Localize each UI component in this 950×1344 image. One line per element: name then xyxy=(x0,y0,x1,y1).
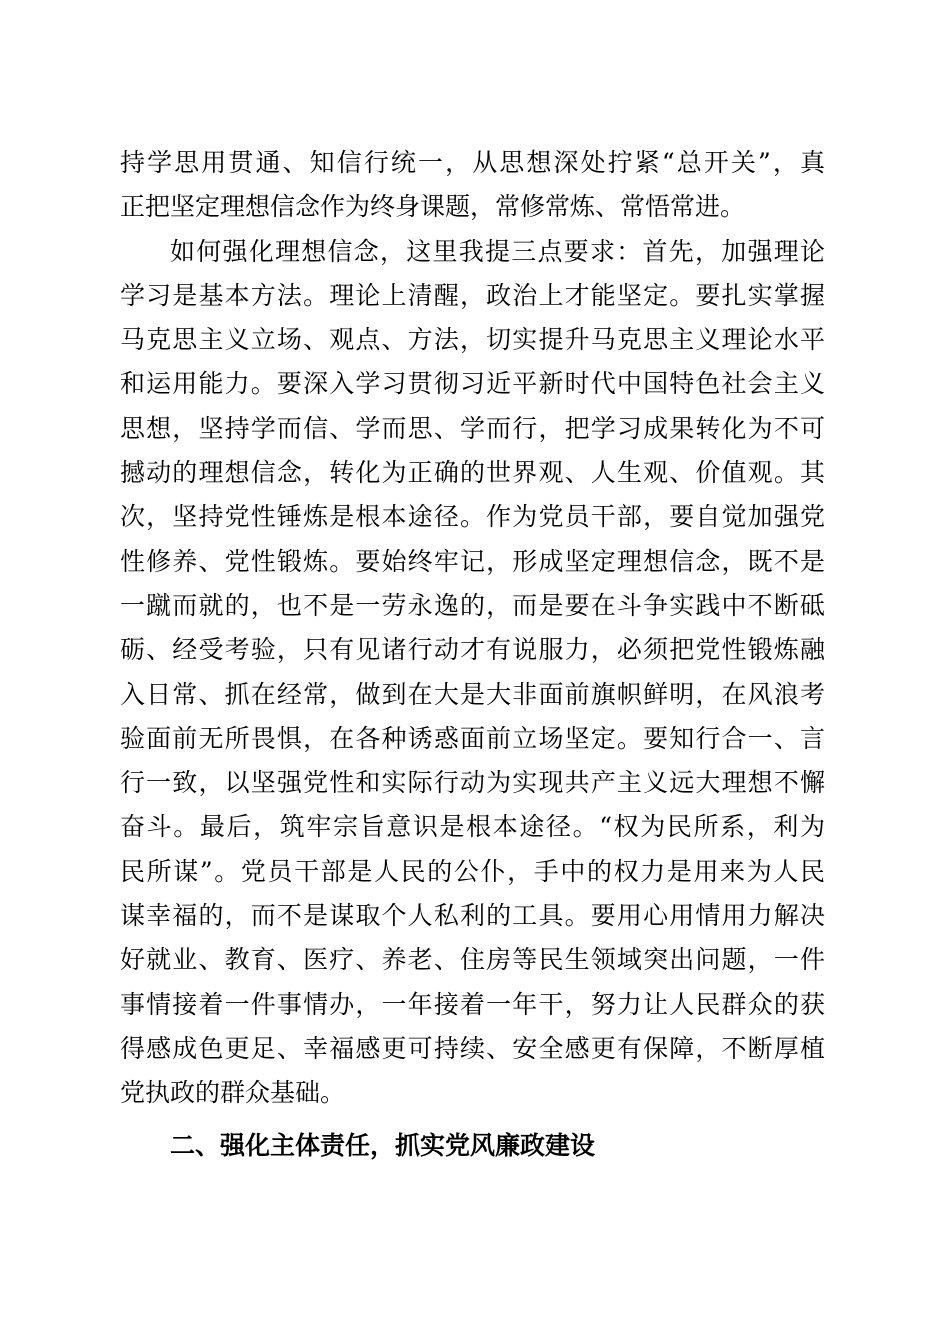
paragraph-line: 和运用能力。要深入学习贯彻习近平新时代中国特色社会主义 xyxy=(120,369,825,399)
section-heading: 二、强化主体责任，抓实党风廉政建设 xyxy=(170,1131,596,1160)
paragraph-line: 一蹴而就的，也不是一劳永逸的，而是要在斗争实践中不断砥 xyxy=(120,590,825,620)
paragraph-line: 验面前无所畏惧，在各种诱惑面前立场坚定。要知行合一、言 xyxy=(120,723,825,753)
paragraph-line: 砺、经受考验，只有见诸行动才有说服力，必须把党性锻炼融 xyxy=(120,635,825,665)
paragraph-line: 学习是基本方法。理论上清醒，政治上才能坚定。要扎实掌握 xyxy=(120,280,825,310)
paragraph-line: 持学思用贯通、知信行统一，从思想深处拧紧“总开关”，真 xyxy=(120,148,825,177)
paragraph-line: 好就业、教育、医疗、养老、住房等民生领域突出问题，一件 xyxy=(120,945,825,975)
paragraph-line: 事情接着一件事情办，一年接着一年干，努力让人民群众的获 xyxy=(120,989,825,1019)
paragraph-line: 谋幸福的，而不是谋取个人私利的工具。要用心用情用力解决 xyxy=(120,901,825,931)
paragraph-line: 次，坚持党性锤炼是根本途径。作为党员干部，要自觉加强党 xyxy=(120,502,825,532)
paragraph-line: 马克思主义立场、观点、方法，切实提升马克思主义理论水平 xyxy=(120,325,825,355)
paragraph-line: 如何强化理想信念，这里我提三点要求：首先，加强理论 xyxy=(170,236,825,266)
paragraph-line: 行一致，以坚强党性和实际行动为实现共产主义远大理想不懈 xyxy=(120,768,825,798)
paragraph-line: 得感成色更足、幸福感更可持续、安全感更有保障，不断厚植 xyxy=(120,1033,825,1063)
paragraph-line: 性修养、党性锻炼。要始终牢记，形成坚定理想信念，既不是 xyxy=(120,546,825,576)
paragraph-line: 奋斗。最后，筑牢宗旨意识是根本途径。“权为民所系，利为 xyxy=(120,812,825,842)
paragraph-line: 入日常、抓在经常，做到在大是大非面前旗帜鲜明，在风浪考 xyxy=(120,679,825,709)
paragraph-line: 撼动的理想信念，转化为正确的世界观、人生观、价值观。其 xyxy=(120,458,825,488)
body-text xyxy=(120,141,825,1116)
paragraph-line: 党执政的群众基础。 xyxy=(120,1078,346,1108)
paragraph-line: 民所谋”。党员干部是人民的公仆，手中的权力是用来为人民 xyxy=(120,856,825,886)
paragraph-line: 思想，坚持学而信、学而思、学而行，把学习成果转化为不可 xyxy=(120,413,825,443)
paragraph-line: 正把坚定理想信念作为终身课题，常修常炼、常悟常进。 xyxy=(120,192,746,222)
